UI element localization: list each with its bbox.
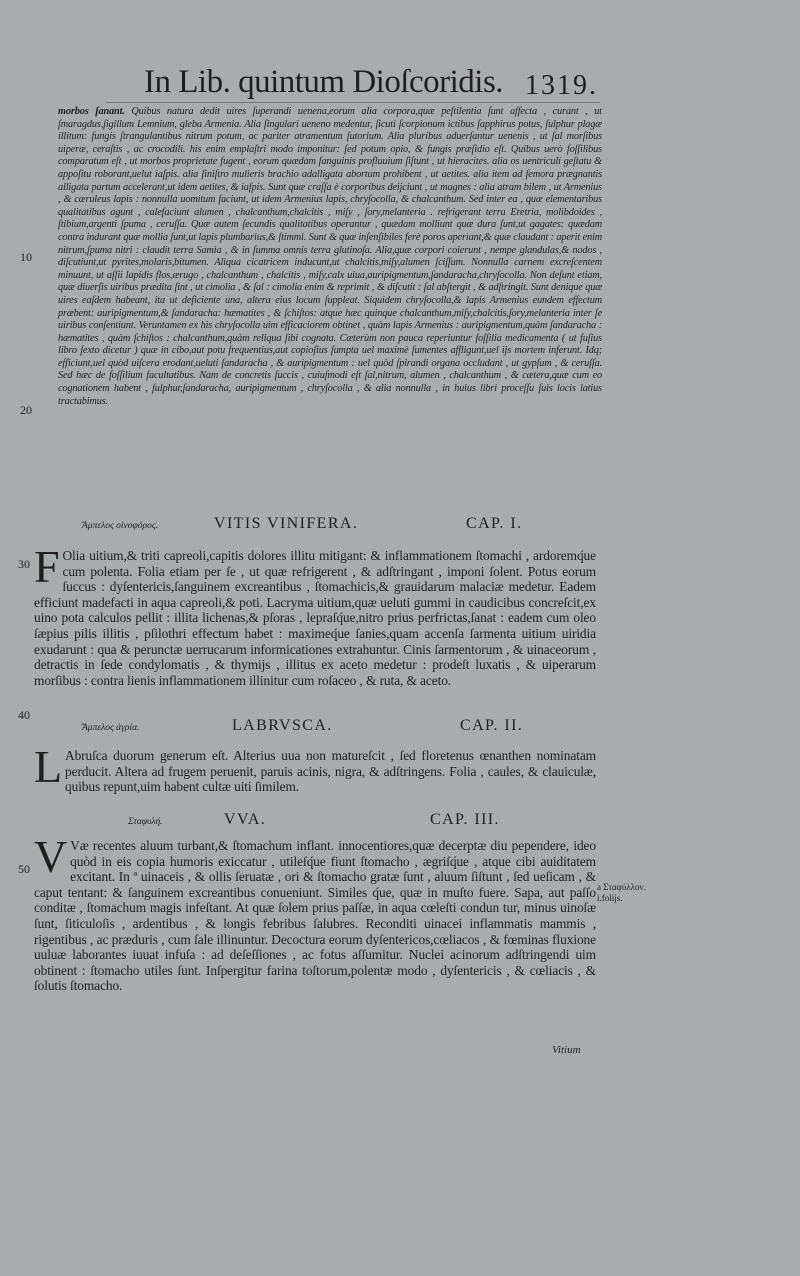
catchword: Vitium bbox=[552, 1044, 581, 1056]
chapter-body bbox=[34, 831, 596, 994]
chapter-heading bbox=[44, 717, 600, 741]
chapter-heading bbox=[44, 811, 600, 835]
chapter-number: CAP. II. bbox=[460, 717, 524, 734]
line-number-20: 20 bbox=[20, 403, 32, 417]
intro-paragraph bbox=[58, 106, 602, 408]
chapter-title: VVA. bbox=[224, 811, 267, 828]
chapter-heading bbox=[44, 515, 600, 539]
header-rule bbox=[106, 102, 600, 103]
margin-note-line: i.folijs. bbox=[597, 893, 623, 903]
greek-title: Σταφυλή. bbox=[128, 817, 163, 827]
line-number-50: 50 bbox=[18, 862, 30, 876]
chapter-body bbox=[34, 741, 596, 795]
drop-cap: V bbox=[34, 831, 68, 882]
intro-text: Quibus natura dedit uires ſuperandi uenena,eorum alia corpora,quæ peſtilentia ſunt affecta , curant , ut ſmaragdus,ſigillum Lemnium, gleba Armenia. Alia ſingulari ueneno medentur, ſicuti ſcorpionum ictibus ſapphirus potus, ſulphur plagæ illitum: fungis ſtrangulantibus nitrum potum, ac pariter atramentum ſutorium. Alia pluribus aduerſantur uenenis , ut ſal morſibus uiperæ, ceraſtis , ac crocodili. his enim emplaſtri modo imponitur: ſed potum opio, & fungis præſidio eſt. Quibus uerò foſſilibus comparatum eſt , ut morbos proprietate fugent , eorum quædam ſanguinis profluuium ſiſtunt , ut hieracites. alia os uentriculi geſtatu & appoſitu roborant,uelut iaſpis. alia ſiniſtro mulieris brachio adalligata abortum prohibent , ut aetites. alia item ad femora prægnantis alligata partum accelerant,ut idem aetites, & iaſpis. Sunt quæ craſſa è corporibus deijciunt , ut magnes : alia atram bilem , ut Armenius , & cæruleus lapis : nonnulla uomitum faciunt, ut idem Armenius lapis, chryſocolla, & chalcanthum. Sed inter ea , quæ elementaribus qualitatibus agunt , calefaciunt alumen , chalcanthum,chalcitis , miſy , ſory,melanteria . refrigerant terra Eretria, molibdoides , ſtibium,argenti ſpuma , ceruſſa. Quæ autem ſecundis qualitatibus operantur , quædam molliunt quæ dura ſunt,ut gagates: quædam contra indurant quæ mollia ſunt,ut lapis plumbarius,& ſtimmi. Sunt & quæ inſenſibiles ferè poros aperiant,& quæ claudant : aperit enim nitrum,ſpuma nitri : claudit terra Samia , & in ſumma omnis terra glutinoſa. Alia,quæ corpori coierunt , nempe glandulas,& nodos , diſcutiunt,ut pyrites,molaris,bitumen. Aliqua cicatricem inducunt,ut chalcitis,miſy,alumen ſciſſum. Nonnulla carnem excreſcentem minuunt, ut aſſii lapidis flos,ærugo , chalcanthum , chalcitis , miſy,calx uiua,auripigmentum,ſandaracha,chryſocolla. Non deſunt etiam, quæ diuerſis uiribus prædita ſint , ut cimolia , & ſal : cimolia enim & reprimit , & diſcutit : ſal abſtergit , & adſtringit. Sunt denique quæ uires eaſdem habeant, ita ut deficiente una, altera eius locum ſuppleat. Siquidem chryſocolla,& lapis Armenius eundem effectum præbent: auripigmentum,& ſandaracha: hæmatites , & ſchiſtos: atque hæc quinque chalcanthum,miſy,chalcitis,ſory,melanteria inter ſe uiribus conſentiunt. Veruntamen ex his chryſocolla uim efficaciorem obtinet , quàm lapis Armenius : auripigmentum,quàm ſandaracha : hæmatites , quàm ſchiſtos : chalcanthum,quàm reliqua ſibi cognata. Cæterùm non pauca reperiuntur foſſilia medicamenta ( ut fuſius libro ſexto dicetur ) quæ in cibo,aut potu frequentius,aut copioſius ſumpta uel maximè ſumentes affligunt,uel ijs mortem inferunt. Idq; efficiunt,uel quòd uiſcera erodant,ueluti ſandaracha , & auripigmentum : uel quòd ſpirandi organa occludant , ut gypſum , & ceruſſa. Sed hæc de foſſilium facultatibus. Nam de concretis ſuccis , cuiuſmodi eſt ſal,nitrum, alumen , chalcanthum , & cætera,quæ cum eo cognationem habent , ſulphur,ſandaracha, auripigmentum , chryſocolla , & alia nonnulla , in huius libri proceſſu ſuis locis latius tractabimus. bbox=[58, 106, 602, 407]
page-number: 1319. bbox=[525, 70, 598, 101]
drop-cap: F bbox=[34, 541, 60, 592]
line-number-40: 40 bbox=[18, 708, 30, 722]
chapter-text: Væ recentes aluum turbant,& ſtomachum inflant. innocentiores,quæ decerptæ diu pependere, ideo quòd in eis copia humoris exiccatur , utileſq́ue fiunt ſtomacho , ægriſq́ue , atque cibi auiditatem excitant. In ª uinaceis , & ollis ſeruatæ , ori & ſtomacho gratæ ſunt , aluum ſiſtunt , ſed ueſicam , & caput tentant: & ſanguinem excreantibus conueniunt. Similes q́ue, quæ in muſto fuere. Sapa, aut paſſo conditæ , ſtomachum magis infeſtant. At quæ ſolem prius paſſæ, in aqua cœleſti condun tur, minus uinoſæ ſunt, ſiticuloſis , ardentibus , & longis febribus ſalubres. Reconditi uinacei inflammatis mammis , rigentibus , ac præduris , cum ſale illinuntur. Decoctura eorum dyſentericos,cœliacos , & fœminas fluxione uuluæ laborantes iuuat infuſa : ad deſeſſiones , ac fotus aſſumitur. Nuclei acinorum adſtringendi uim obtinent : ſtomacho utiles ſunt. Inſpergitur farina toſtorum,polentæ modo , dyſentericis , & cœliacis , & ſolutis ſtomacho. bbox=[34, 838, 596, 994]
line-number-10: 10 bbox=[20, 250, 32, 264]
chapter-title: LABRVSCA. bbox=[232, 717, 333, 734]
running-title: In Lib. quintum Dioſcoridis. bbox=[144, 64, 504, 100]
margin-note bbox=[597, 882, 687, 904]
margin-note-line: a Σταφύλλον. bbox=[597, 882, 646, 892]
chapter-text: Abruſca duorum generum eſt. Alterius uua non matureſcit , ſed floretenus œnanthen nominatam perducit. Altera ad frugem peruenit, paruis acinis, nigra, & adſtringens. Folia , caules, & clauiculæ, quibus repunt,uim habent cultæ uiti ſimilem. bbox=[65, 748, 596, 795]
drop-cap: L bbox=[34, 741, 62, 792]
chapter-body bbox=[34, 541, 596, 688]
chapter-number: CAP. III. bbox=[430, 811, 500, 828]
chapter-number: CAP. I. bbox=[466, 515, 523, 532]
intro-lead: morbos ſanant. bbox=[58, 106, 125, 117]
line-number-30: 30 bbox=[18, 557, 30, 571]
greek-title: Ἄμπελος ἀγρία. bbox=[82, 723, 140, 733]
chapter-title: VITIS VINIFERA. bbox=[214, 515, 359, 532]
chapter-text: Olia uitium,& triti capreoli,capitis dolores illitu mitigant: & inflammationem ſtomachi , ardoremq́ue cum polenta. Folia etiam per ſe , ut quæ refrigerent , & adſtringant , imponi ſolent. Potus eorum ſuccus : dyſentericis,ſanguinem excreantibus , ſtomachicis,& grauidarum malaciæ medetur. Eadem efficiunt madefacti in aqua capreoli,& poti. Lacryma uitium,quæ ueluti gummi in caudicibus concreſcit,ex uino pota calculos pellit : illita lichenas,& pſoras , lepraſq́ue,nitro prius perfrictas,ſanat : eadem cum oleo ſæpius pilis illitis , pſilothri effectum habet : maximeq́ue ſanies,quam accenſa ſarmenta uitium uiridia exudarunt : qua & perunctæ uerrucarum informicationes extrahuntur. Cinis ſarmentorum , & uinaceorum , detractis in ſede condylomatis , & thymijs , illitus ex aceto medetur : prodeſt luxatis , & uiperarum morſibus : contra lienis inflammationem illinitur cum roſaceo , & ruta, & aceto. bbox=[34, 548, 596, 688]
greek-title: Ἄμπελος οἰνοφόρος. bbox=[82, 521, 159, 531]
